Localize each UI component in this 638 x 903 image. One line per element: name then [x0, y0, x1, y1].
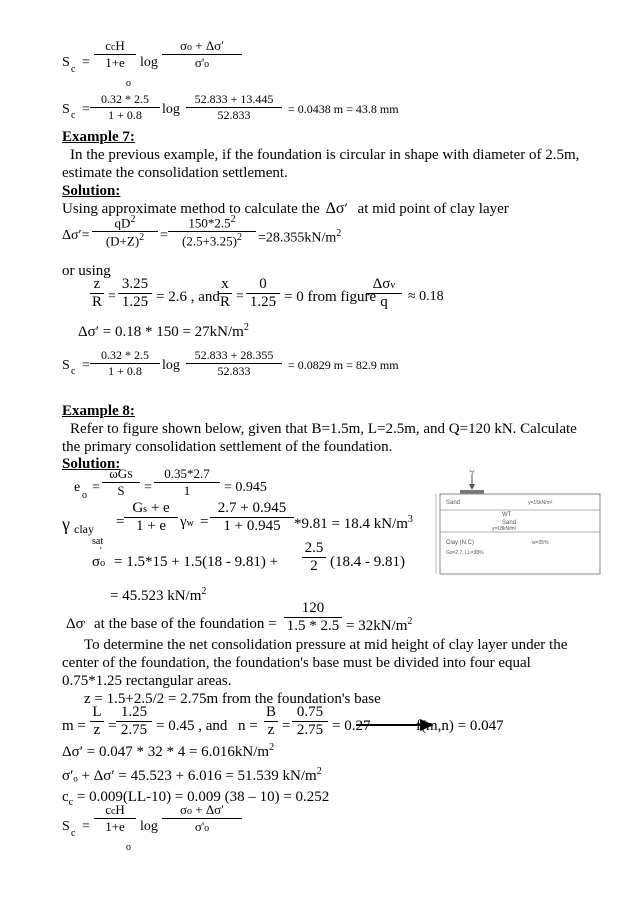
final-stress-result: σ′ₒ + Δσ′ = 45.523 + 6.016 = 51.539 $kN/m^2$ [62, 766, 322, 784]
example-8-text-2: the primary consolidation settlement of the foundation. [62, 439, 393, 455]
or-using-text: or using [62, 263, 111, 279]
solution-heading-7: Solution: [62, 183, 121, 199]
figure-wt-label: WT [502, 512, 512, 518]
figure-sand-label: Sand [446, 500, 461, 506]
figure-gamma-2: γ=18kN/m³ [492, 526, 517, 532]
example-8-title: Example 8: [62, 403, 135, 419]
example-8-text: Refer to figure shown below, given that B=1.5m, L=2.5m, and Q=120 kN. Calculate [70, 421, 577, 437]
paragraph-line-2: center of the foundation, the foundation's base must be divided into four equal [62, 655, 531, 671]
example-7-text-2: estimate the consolidation settlement. [62, 165, 288, 181]
foundation-figure [432, 470, 620, 582]
example-7-title: Example 7: [62, 129, 135, 145]
net-stress-result: $\Delta\sigma' = 0.047 * 32 * 4 = 6.016kN/m^2$ [62, 742, 275, 760]
solution-heading-8: Solution: [62, 456, 121, 472]
page: S c = ccH 1+e o log σo + Δσ′ σ'o S c = 0.32 * 2.5 1 + 0.8 log 52.833 + 13.445 52.833 = 0.0438 m = 43.8 mm Example 7: In the previous example, if the foundation is circular in shape with diameter of 2.5m, estimate the consolidation settlement. Solution: Using approximate method to calculate the Δσ′ at mid point of clay layer Δσ′= $qD^2$ $(D+Z)^2$ = $150*2.5^2$ $(2.5+3.25)^2$ $=28.355kN/m^2$ or using z R = 3.25 1.25 = 2.6 , and x R = 0 1.25 = 0 from figure Δσv q ≈ 0.18 $\Delta\sigma' = 0.18 * 150 = 27kN/m^2$ S c = 0.32 * 2.5 1 + 0.8 log 52.833 + 28.355 52.833 = 0.0829 m = 82.9 mm Example 8: Refer to figure shown below, given that B=1.5m, L=2.5m, and Q=120 kN. Calculate the primary consolidation settlement of the foundation. Solution: e o = ωGS S = 0.35*2.7 1 = 0.945 γ clay sat = Gs + e 1 + e γw = 2.7 + 0.945 1 + 0.945 *9.81 = 18.4 $kN/m^3$ σo ' = 1.5*15 + 1.5(18 - 9.81) + 2.5 2 (18.4 - 9.81) = 45.523 $kN/m^2$ Δσ' at the base of the foundation = 120 1.5 * 2.5 = $32kN/m^2$ To determine the net consolidation pressure at mid height of clay layer under the center of the foundation, the foundation's base must be divided into four equal 0.75*1.25 rectangular areas. z = 1.5+2.5/2 = 2.75m from the foundation's base m = L z = 1.25 2.75 = 0.45 , and n = B z = 0.75 2.75 = 0.27 f(m,n) = 0.047 $\Delta\sigma' = 0.047 * 32 * 4 = 6.016kN/m^2$ σ′ₒ + Δσ′ = 45.523 + 6.016 = 51.539 $kN/m^2$ $c_c = 0.009(LL-10) = 0.009$ (38 – 10) = 0.252 S c = ccH 1+e o log σo + Δσ′ σ'o Q Sand γ=15kN/m³ WT Sand γ=18kN/m³ Clay (N.C) w=35% Gs=2.7, LL=38% [0, 0, 638, 903]
effective-stress-result: = 45.523 $kN/m^2$ [110, 586, 207, 604]
paragraph-line-3: 0.75*1.25 rectangular areas. [62, 673, 232, 689]
figure-gamma-1: γ=15kN/m³ [528, 500, 553, 506]
figure-properties: Gs=2.7, LL=38% [446, 550, 484, 556]
paragraph-line-4: z = 1.5+2.5/2 = 2.75m from the foundation's base [84, 691, 381, 707]
figure-sand-2: Sand [502, 520, 517, 526]
example-7-text: In the previous example, if the foundation is circular in shape with diameter of 2.5m, [70, 147, 580, 163]
paragraph-line-1: To determine the net consolidation pressure at mid height of clay layer under the [84, 637, 568, 653]
figure-load-label: Q [469, 470, 475, 474]
stress-increase-result: $\Delta\sigma' = 0.18 * 150 = 27kN/m^2$ [78, 322, 249, 340]
figure-clay-label: Clay (N.C) [446, 540, 474, 546]
figure-water-content: w=35% [532, 540, 549, 546]
approx-method-line: Using approximate method to calculate the Δσ′ at mid point of clay layer [62, 200, 509, 217]
compression-index: $c_c = 0.009(LL-10) = 0.009$ (38 – 10) = 0.252 [62, 789, 330, 808]
